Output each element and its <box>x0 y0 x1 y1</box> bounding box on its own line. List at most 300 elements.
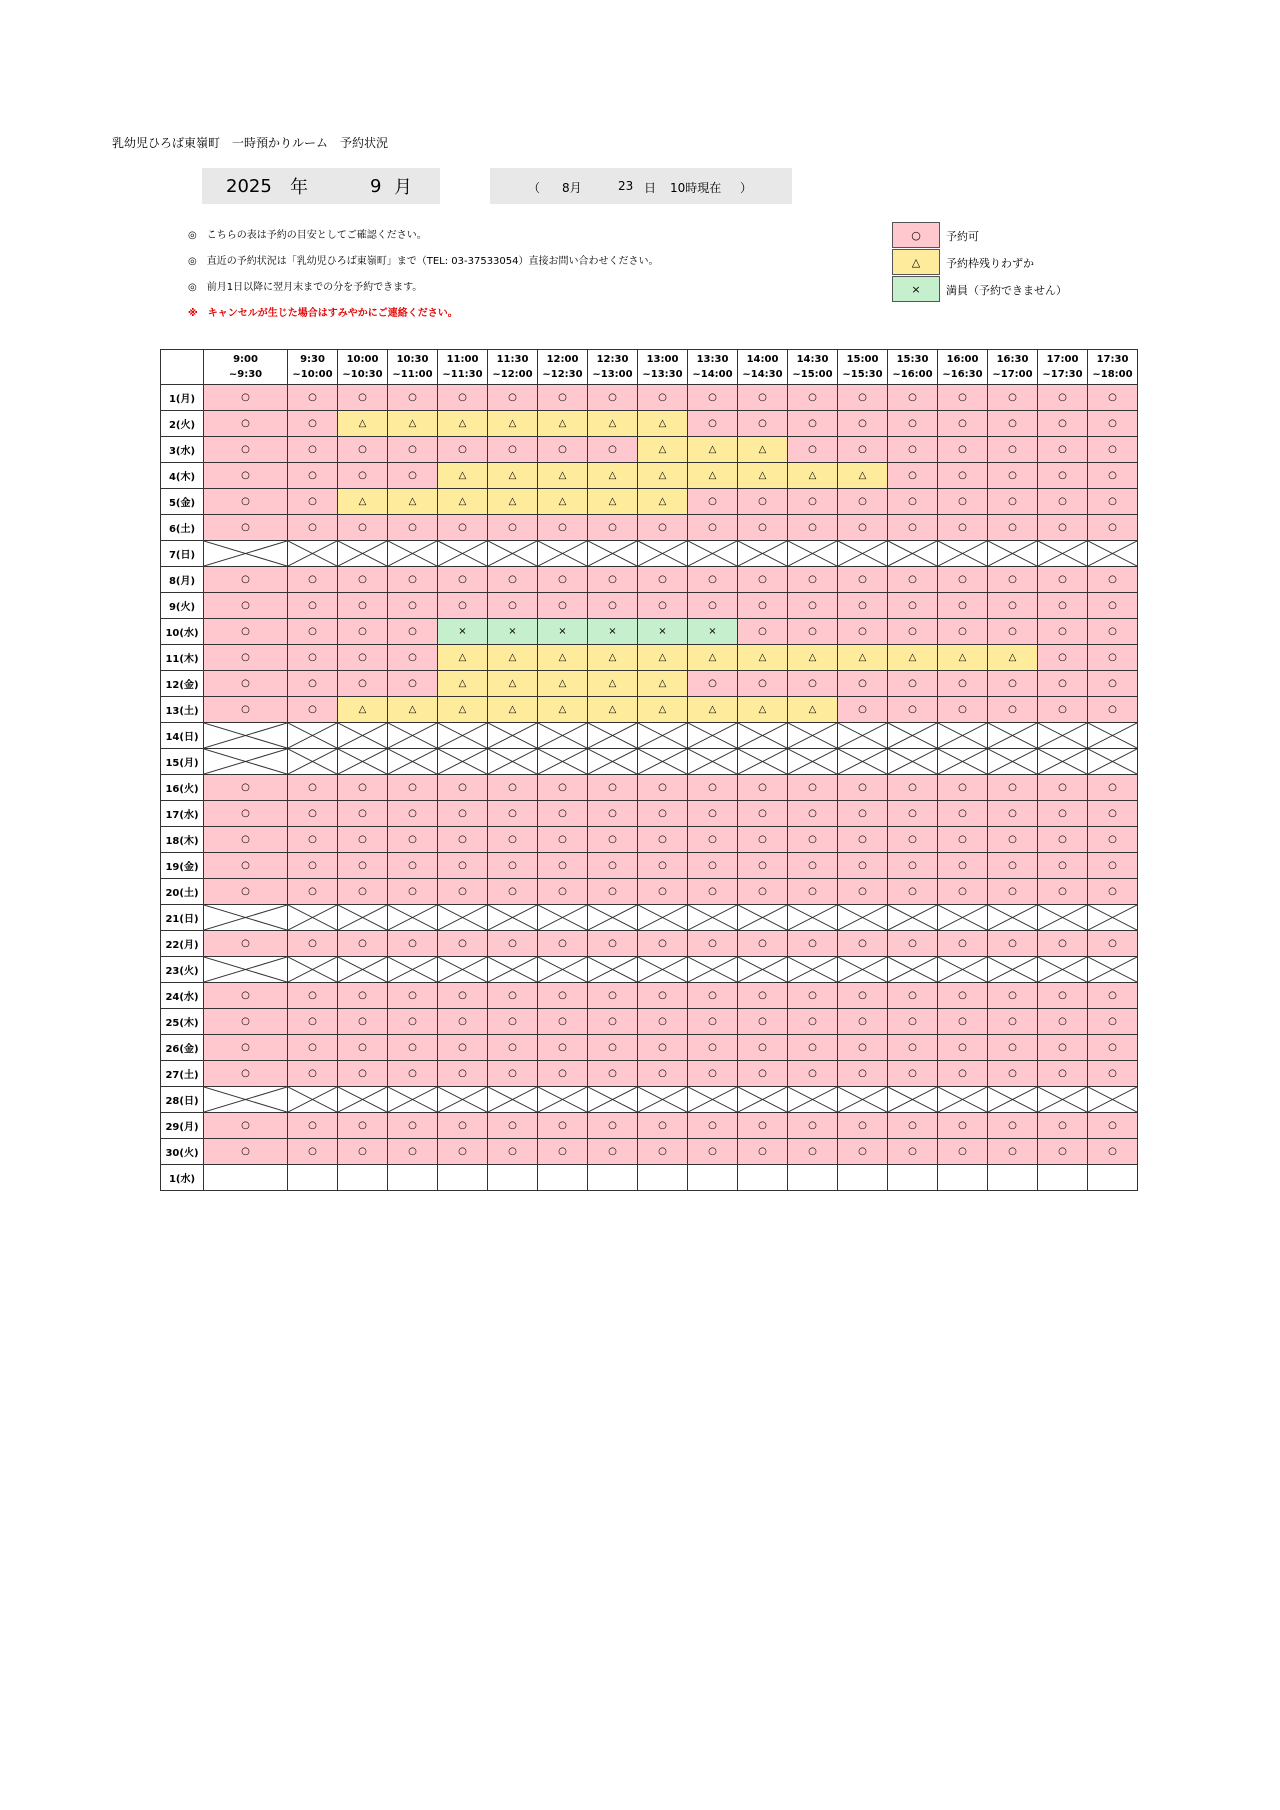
closed-cell <box>388 905 438 931</box>
month-unit: 月 <box>394 177 412 198</box>
closed-cross-icon <box>738 1087 787 1112</box>
slot-cell: ○ <box>388 853 438 879</box>
table-row <box>161 853 1138 879</box>
slot-cell: △ <box>388 489 438 515</box>
slot-cell: ○ <box>838 827 888 853</box>
legend-item-available <box>892 222 1067 249</box>
closed-cell <box>388 957 438 983</box>
closed-cross-icon <box>1088 957 1137 982</box>
closed-cross-icon <box>288 541 337 566</box>
slot-cell: ○ <box>438 1113 488 1139</box>
slot-cell: ○ <box>988 1139 1038 1165</box>
slot-cell: ○ <box>204 983 288 1009</box>
empty-cell <box>1038 1165 1088 1191</box>
slot-cell: ○ <box>1038 489 1088 515</box>
slot-cell: ○ <box>288 853 338 879</box>
slot-cell: ○ <box>638 931 688 957</box>
closed-cross-icon <box>988 723 1037 748</box>
slot-cell: ○ <box>388 385 438 411</box>
slot-cell: ○ <box>438 931 488 957</box>
slot-cell: △ <box>488 671 538 697</box>
closed-cross-icon <box>838 905 887 930</box>
slot-cell: ○ <box>488 983 538 1009</box>
closed-cell <box>488 749 538 775</box>
slot-cell: ○ <box>204 697 288 723</box>
closed-cell <box>1038 749 1088 775</box>
closed-cell <box>488 541 538 567</box>
empty-cell <box>538 1165 588 1191</box>
closed-cell <box>988 749 1038 775</box>
table-row <box>161 593 1138 619</box>
closed-cell <box>638 905 688 931</box>
closed-cell <box>538 723 588 749</box>
slot-cell: ○ <box>388 931 438 957</box>
slot-cell: ○ <box>338 515 388 541</box>
closed-cell <box>838 541 888 567</box>
slot-cell: ○ <box>1088 775 1138 801</box>
slot-cell: ○ <box>938 1009 988 1035</box>
slot-cell: ○ <box>688 983 738 1009</box>
closed-cell <box>688 957 738 983</box>
slot-cell: △ <box>438 411 488 437</box>
table-row <box>161 567 1138 593</box>
closed-cell <box>488 957 538 983</box>
slot-cell: ○ <box>1038 775 1088 801</box>
slot-cell: ○ <box>938 489 988 515</box>
slot-cell: ○ <box>438 515 488 541</box>
day-label: 7(日) <box>161 541 204 567</box>
closed-cell <box>588 723 638 749</box>
closed-cell <box>688 723 738 749</box>
slot-cell: ○ <box>488 853 538 879</box>
slot-cell: ○ <box>388 1035 438 1061</box>
slot-cell: ○ <box>938 463 988 489</box>
slot-cell: △ <box>538 697 588 723</box>
slot-cell: ○ <box>538 1061 588 1087</box>
closed-cell <box>488 1087 538 1113</box>
slot-cell: △ <box>688 697 738 723</box>
slot-cell: ○ <box>1088 697 1138 723</box>
closed-cross-icon <box>688 1087 737 1112</box>
slot-cell: ○ <box>638 853 688 879</box>
time-slot-header: 17:00 ~17:30 <box>1038 350 1088 385</box>
closed-cell <box>838 723 888 749</box>
slot-cell: ○ <box>1038 515 1088 541</box>
slot-cell: △ <box>588 645 638 671</box>
slot-cell: ○ <box>1088 879 1138 905</box>
slot-cell: △ <box>488 645 538 671</box>
closed-cross-icon <box>938 723 987 748</box>
slot-cell: △ <box>888 645 938 671</box>
slot-cell: ○ <box>788 827 838 853</box>
day-label: 23(火) <box>161 957 204 983</box>
slot-cell: ○ <box>638 1113 688 1139</box>
slot-cell: ○ <box>988 775 1038 801</box>
closed-cell <box>1038 905 1088 931</box>
slot-cell: ○ <box>1088 671 1138 697</box>
closed-cross-icon <box>988 1087 1037 1112</box>
slot-cell: ○ <box>838 593 888 619</box>
closed-cross-icon <box>888 541 937 566</box>
table-row <box>161 931 1138 957</box>
slot-cell: ○ <box>738 671 788 697</box>
slot-cell: ○ <box>388 775 438 801</box>
slot-cell: ○ <box>438 567 488 593</box>
slot-cell: ○ <box>988 827 1038 853</box>
slot-cell: ○ <box>388 437 438 463</box>
closed-cross-icon <box>288 1087 337 1112</box>
slot-cell: ○ <box>988 489 1038 515</box>
closed-cell <box>538 541 588 567</box>
slot-cell: × <box>438 619 488 645</box>
closed-cross-icon <box>938 1087 987 1112</box>
slot-cell: ○ <box>538 853 588 879</box>
closed-cross-icon <box>588 905 637 930</box>
slot-cell: ○ <box>838 1113 888 1139</box>
slot-cell: ○ <box>388 645 438 671</box>
slot-cell: ○ <box>204 1009 288 1035</box>
closed-cross-icon <box>738 905 787 930</box>
closed-cell <box>788 905 838 931</box>
page-title: 乳幼児ひろば東嶺町 一時預かりルーム 予約状況 <box>112 136 389 150</box>
slot-cell: ○ <box>588 1035 638 1061</box>
closed-cell <box>1038 723 1088 749</box>
slot-cell: ○ <box>1088 801 1138 827</box>
table-row <box>161 775 1138 801</box>
slot-cell: △ <box>738 463 788 489</box>
closed-cell <box>338 723 388 749</box>
as-of-time: 10時現在 <box>670 181 722 195</box>
slot-cell: ○ <box>738 593 788 619</box>
slot-cell: ○ <box>588 385 638 411</box>
slot-cell: ○ <box>288 567 338 593</box>
slot-cell: ○ <box>938 515 988 541</box>
slot-cell: ○ <box>888 489 938 515</box>
slot-cell: ○ <box>738 567 788 593</box>
slot-cell: ○ <box>888 983 938 1009</box>
slot-cell: △ <box>638 671 688 697</box>
closed-cross-icon <box>338 541 387 566</box>
slot-cell: ○ <box>988 983 1038 1009</box>
slot-cell: ○ <box>938 853 988 879</box>
slot-cell: ○ <box>1088 463 1138 489</box>
day-label: 24(水) <box>161 983 204 1009</box>
as-of-box <box>490 168 792 204</box>
slot-cell: △ <box>338 411 388 437</box>
slot-cell: ○ <box>538 827 588 853</box>
closed-cross-icon <box>688 723 737 748</box>
slot-cell: ○ <box>688 931 738 957</box>
slot-cell: ○ <box>788 1061 838 1087</box>
empty-cell <box>588 1165 638 1191</box>
empty-cell <box>938 1165 988 1191</box>
slot-cell: ○ <box>204 827 288 853</box>
day-label: 4(木) <box>161 463 204 489</box>
slot-cell: ○ <box>488 1061 538 1087</box>
slot-cell: ○ <box>888 697 938 723</box>
closed-cross-icon <box>788 541 837 566</box>
closed-cell <box>888 749 938 775</box>
slot-cell: △ <box>388 411 438 437</box>
slot-cell: ○ <box>338 827 388 853</box>
legend-swatch-few-left: △ <box>892 249 940 275</box>
closed-cell <box>688 1087 738 1113</box>
slot-cell: ○ <box>938 1113 988 1139</box>
slot-cell: ○ <box>838 1061 888 1087</box>
closed-cross-icon <box>638 541 687 566</box>
empty-cell <box>838 1165 888 1191</box>
slot-cell: ○ <box>588 515 638 541</box>
slot-cell: ○ <box>788 853 838 879</box>
slot-cell: △ <box>538 671 588 697</box>
day-label: 17(水) <box>161 801 204 827</box>
slot-cell: ○ <box>738 489 788 515</box>
slot-cell: ○ <box>588 879 638 905</box>
slot-cell: ○ <box>788 983 838 1009</box>
closed-cell <box>438 905 488 931</box>
closed-cross-icon <box>688 905 737 930</box>
note-3: ◎ 前月1日以降に翌月末までの分を予約できます。 <box>188 282 423 293</box>
slot-cell: △ <box>738 437 788 463</box>
slot-cell: ○ <box>738 853 788 879</box>
reservation-table <box>160 349 1138 1191</box>
slot-cell: ○ <box>888 1035 938 1061</box>
slot-cell: ○ <box>588 437 638 463</box>
slot-cell: △ <box>838 463 888 489</box>
closed-cross-icon <box>738 749 787 774</box>
day-label: 1(月) <box>161 385 204 411</box>
slot-cell: × <box>538 619 588 645</box>
closed-cross-icon <box>438 541 487 566</box>
closed-cell <box>388 1087 438 1113</box>
slot-cell: ○ <box>338 775 388 801</box>
closed-cell <box>538 957 588 983</box>
closed-cell <box>204 723 288 749</box>
slot-cell: ○ <box>1038 385 1088 411</box>
slot-cell: ○ <box>1088 1009 1138 1035</box>
slot-cell: ○ <box>204 1113 288 1139</box>
year-unit: 年 <box>290 177 308 198</box>
closed-cell <box>438 1087 488 1113</box>
closed-cell <box>688 749 738 775</box>
slot-cell: ○ <box>638 801 688 827</box>
slot-cell: ○ <box>204 411 288 437</box>
as-of-month: 8月 <box>562 181 582 195</box>
slot-cell: ○ <box>488 567 538 593</box>
slot-cell: ○ <box>388 1061 438 1087</box>
closed-cross-icon <box>888 723 937 748</box>
closed-cell <box>938 957 988 983</box>
slot-cell: ○ <box>1088 515 1138 541</box>
closed-cross-icon <box>588 749 637 774</box>
slot-cell: ○ <box>288 463 338 489</box>
slot-cell: ○ <box>388 1113 438 1139</box>
slot-cell: ○ <box>288 827 338 853</box>
slot-cell: ○ <box>788 567 838 593</box>
slot-cell: ○ <box>488 827 538 853</box>
slot-cell: ○ <box>1038 645 1088 671</box>
slot-cell: ○ <box>538 983 588 1009</box>
closed-cross-icon <box>538 541 587 566</box>
slot-cell: ○ <box>888 619 938 645</box>
slot-cell: ○ <box>388 879 438 905</box>
slot-cell: ○ <box>988 671 1038 697</box>
slot-cell: ○ <box>788 671 838 697</box>
closed-cell <box>738 541 788 567</box>
slot-cell: ○ <box>1088 983 1138 1009</box>
empty-cell <box>488 1165 538 1191</box>
closed-cell <box>638 723 688 749</box>
slot-cell: ○ <box>688 1035 738 1061</box>
slot-cell: ○ <box>788 385 838 411</box>
slot-cell: ○ <box>888 411 938 437</box>
slot-cell: ○ <box>988 619 1038 645</box>
slot-cell: ○ <box>688 593 738 619</box>
slot-cell: ○ <box>788 1139 838 1165</box>
table-row <box>161 801 1138 827</box>
closed-cross-icon <box>538 723 587 748</box>
table-row <box>161 645 1138 671</box>
table-row <box>161 749 1138 775</box>
day-label: 15(月) <box>161 749 204 775</box>
closed-cell <box>738 957 788 983</box>
closed-cell <box>788 749 838 775</box>
time-slot-header: 10:30 ~11:00 <box>388 350 438 385</box>
slot-cell: ○ <box>738 1113 788 1139</box>
closed-cell <box>938 1087 988 1113</box>
slot-cell: ○ <box>288 437 338 463</box>
closed-cross-icon <box>988 957 1037 982</box>
legend-label-few-left: 予約枠残りわずか <box>946 256 1034 270</box>
slot-cell: △ <box>988 645 1038 671</box>
slot-cell: △ <box>638 437 688 463</box>
slot-cell: ○ <box>788 593 838 619</box>
day-label: 16(火) <box>161 775 204 801</box>
time-slot-header: 11:00 ~11:30 <box>438 350 488 385</box>
slot-cell: ○ <box>1038 411 1088 437</box>
slot-cell: ○ <box>288 697 338 723</box>
closed-cell <box>288 957 338 983</box>
slot-cell: ○ <box>788 437 838 463</box>
closed-cell <box>838 905 888 931</box>
slot-cell: ○ <box>338 853 388 879</box>
slot-cell: ○ <box>638 567 688 593</box>
slot-cell: ○ <box>338 567 388 593</box>
closed-cross-icon <box>1088 541 1137 566</box>
closed-cross-icon <box>638 905 687 930</box>
closed-cell <box>288 905 338 931</box>
slot-cell: ○ <box>888 1113 938 1139</box>
closed-cross-icon <box>338 905 387 930</box>
day-label: 19(金) <box>161 853 204 879</box>
slot-cell: ○ <box>438 801 488 827</box>
slot-cell: ○ <box>838 567 888 593</box>
closed-cross-icon <box>538 905 587 930</box>
closed-cross-icon <box>988 905 1037 930</box>
slot-cell: △ <box>638 645 688 671</box>
closed-cross-icon <box>388 1087 437 1112</box>
slot-cell: ○ <box>288 1009 338 1035</box>
table-row <box>161 385 1138 411</box>
day-label: 11(木) <box>161 645 204 671</box>
slot-cell: ○ <box>688 853 738 879</box>
closed-cross-icon <box>588 1087 637 1112</box>
slot-cell: ○ <box>438 983 488 1009</box>
slot-cell: ○ <box>938 411 988 437</box>
slot-cell: ○ <box>638 983 688 1009</box>
closed-cell <box>888 1087 938 1113</box>
slot-cell: ○ <box>204 775 288 801</box>
slot-cell: ○ <box>988 853 1038 879</box>
time-slot-header: 9:30 ~10:00 <box>288 350 338 385</box>
slot-cell: ○ <box>938 697 988 723</box>
slot-cell: ○ <box>1038 1113 1088 1139</box>
slot-cell: △ <box>838 645 888 671</box>
slot-cell: × <box>638 619 688 645</box>
empty-cell <box>288 1165 338 1191</box>
slot-cell: △ <box>588 463 638 489</box>
legend-swatch-full: × <box>892 276 940 302</box>
closed-cross-icon <box>788 905 837 930</box>
table-row <box>161 671 1138 697</box>
slot-cell: △ <box>338 489 388 515</box>
closed-cell <box>338 541 388 567</box>
slot-cell: ○ <box>688 411 738 437</box>
closed-cross-icon <box>388 905 437 930</box>
slot-cell: ○ <box>288 515 338 541</box>
closed-cross-icon <box>838 957 887 982</box>
empty-cell <box>438 1165 488 1191</box>
closed-cross-icon <box>488 1087 537 1112</box>
slot-cell: △ <box>938 645 988 671</box>
slot-cell: ○ <box>1038 1009 1088 1035</box>
empty-cell <box>688 1165 738 1191</box>
closed-cross-icon <box>488 723 537 748</box>
closed-cross-icon <box>888 957 937 982</box>
table-row <box>161 411 1138 437</box>
closed-cell <box>388 723 438 749</box>
day-label: 26(金) <box>161 1035 204 1061</box>
closed-cell <box>988 957 1038 983</box>
slot-cell: ○ <box>938 801 988 827</box>
slot-cell: ○ <box>738 1009 788 1035</box>
slot-cell: ○ <box>688 671 738 697</box>
closed-cross-icon <box>1088 749 1137 774</box>
as-of-day-unit: 日 <box>644 181 657 195</box>
closed-cross-icon <box>338 957 387 982</box>
slot-cell: ○ <box>1038 983 1088 1009</box>
closed-cell <box>638 541 688 567</box>
time-slot-header: 12:30 ~13:00 <box>588 350 638 385</box>
slot-cell: ○ <box>338 437 388 463</box>
slot-cell: ○ <box>288 775 338 801</box>
slot-cell: ○ <box>438 775 488 801</box>
slot-cell: ○ <box>938 983 988 1009</box>
time-slot-header: 11:30 ~12:00 <box>488 350 538 385</box>
closed-cross-icon <box>1038 723 1087 748</box>
table-row <box>161 983 1138 1009</box>
slot-cell: ○ <box>1038 853 1088 879</box>
slot-cell: ○ <box>488 1139 538 1165</box>
closed-cross-icon <box>488 957 537 982</box>
table-row <box>161 1087 1138 1113</box>
slot-cell: ○ <box>538 567 588 593</box>
slot-cell: ○ <box>488 515 538 541</box>
slot-cell: ○ <box>838 1035 888 1061</box>
slot-cell: ○ <box>938 619 988 645</box>
corner-cell <box>161 350 204 385</box>
slot-cell: ○ <box>788 515 838 541</box>
